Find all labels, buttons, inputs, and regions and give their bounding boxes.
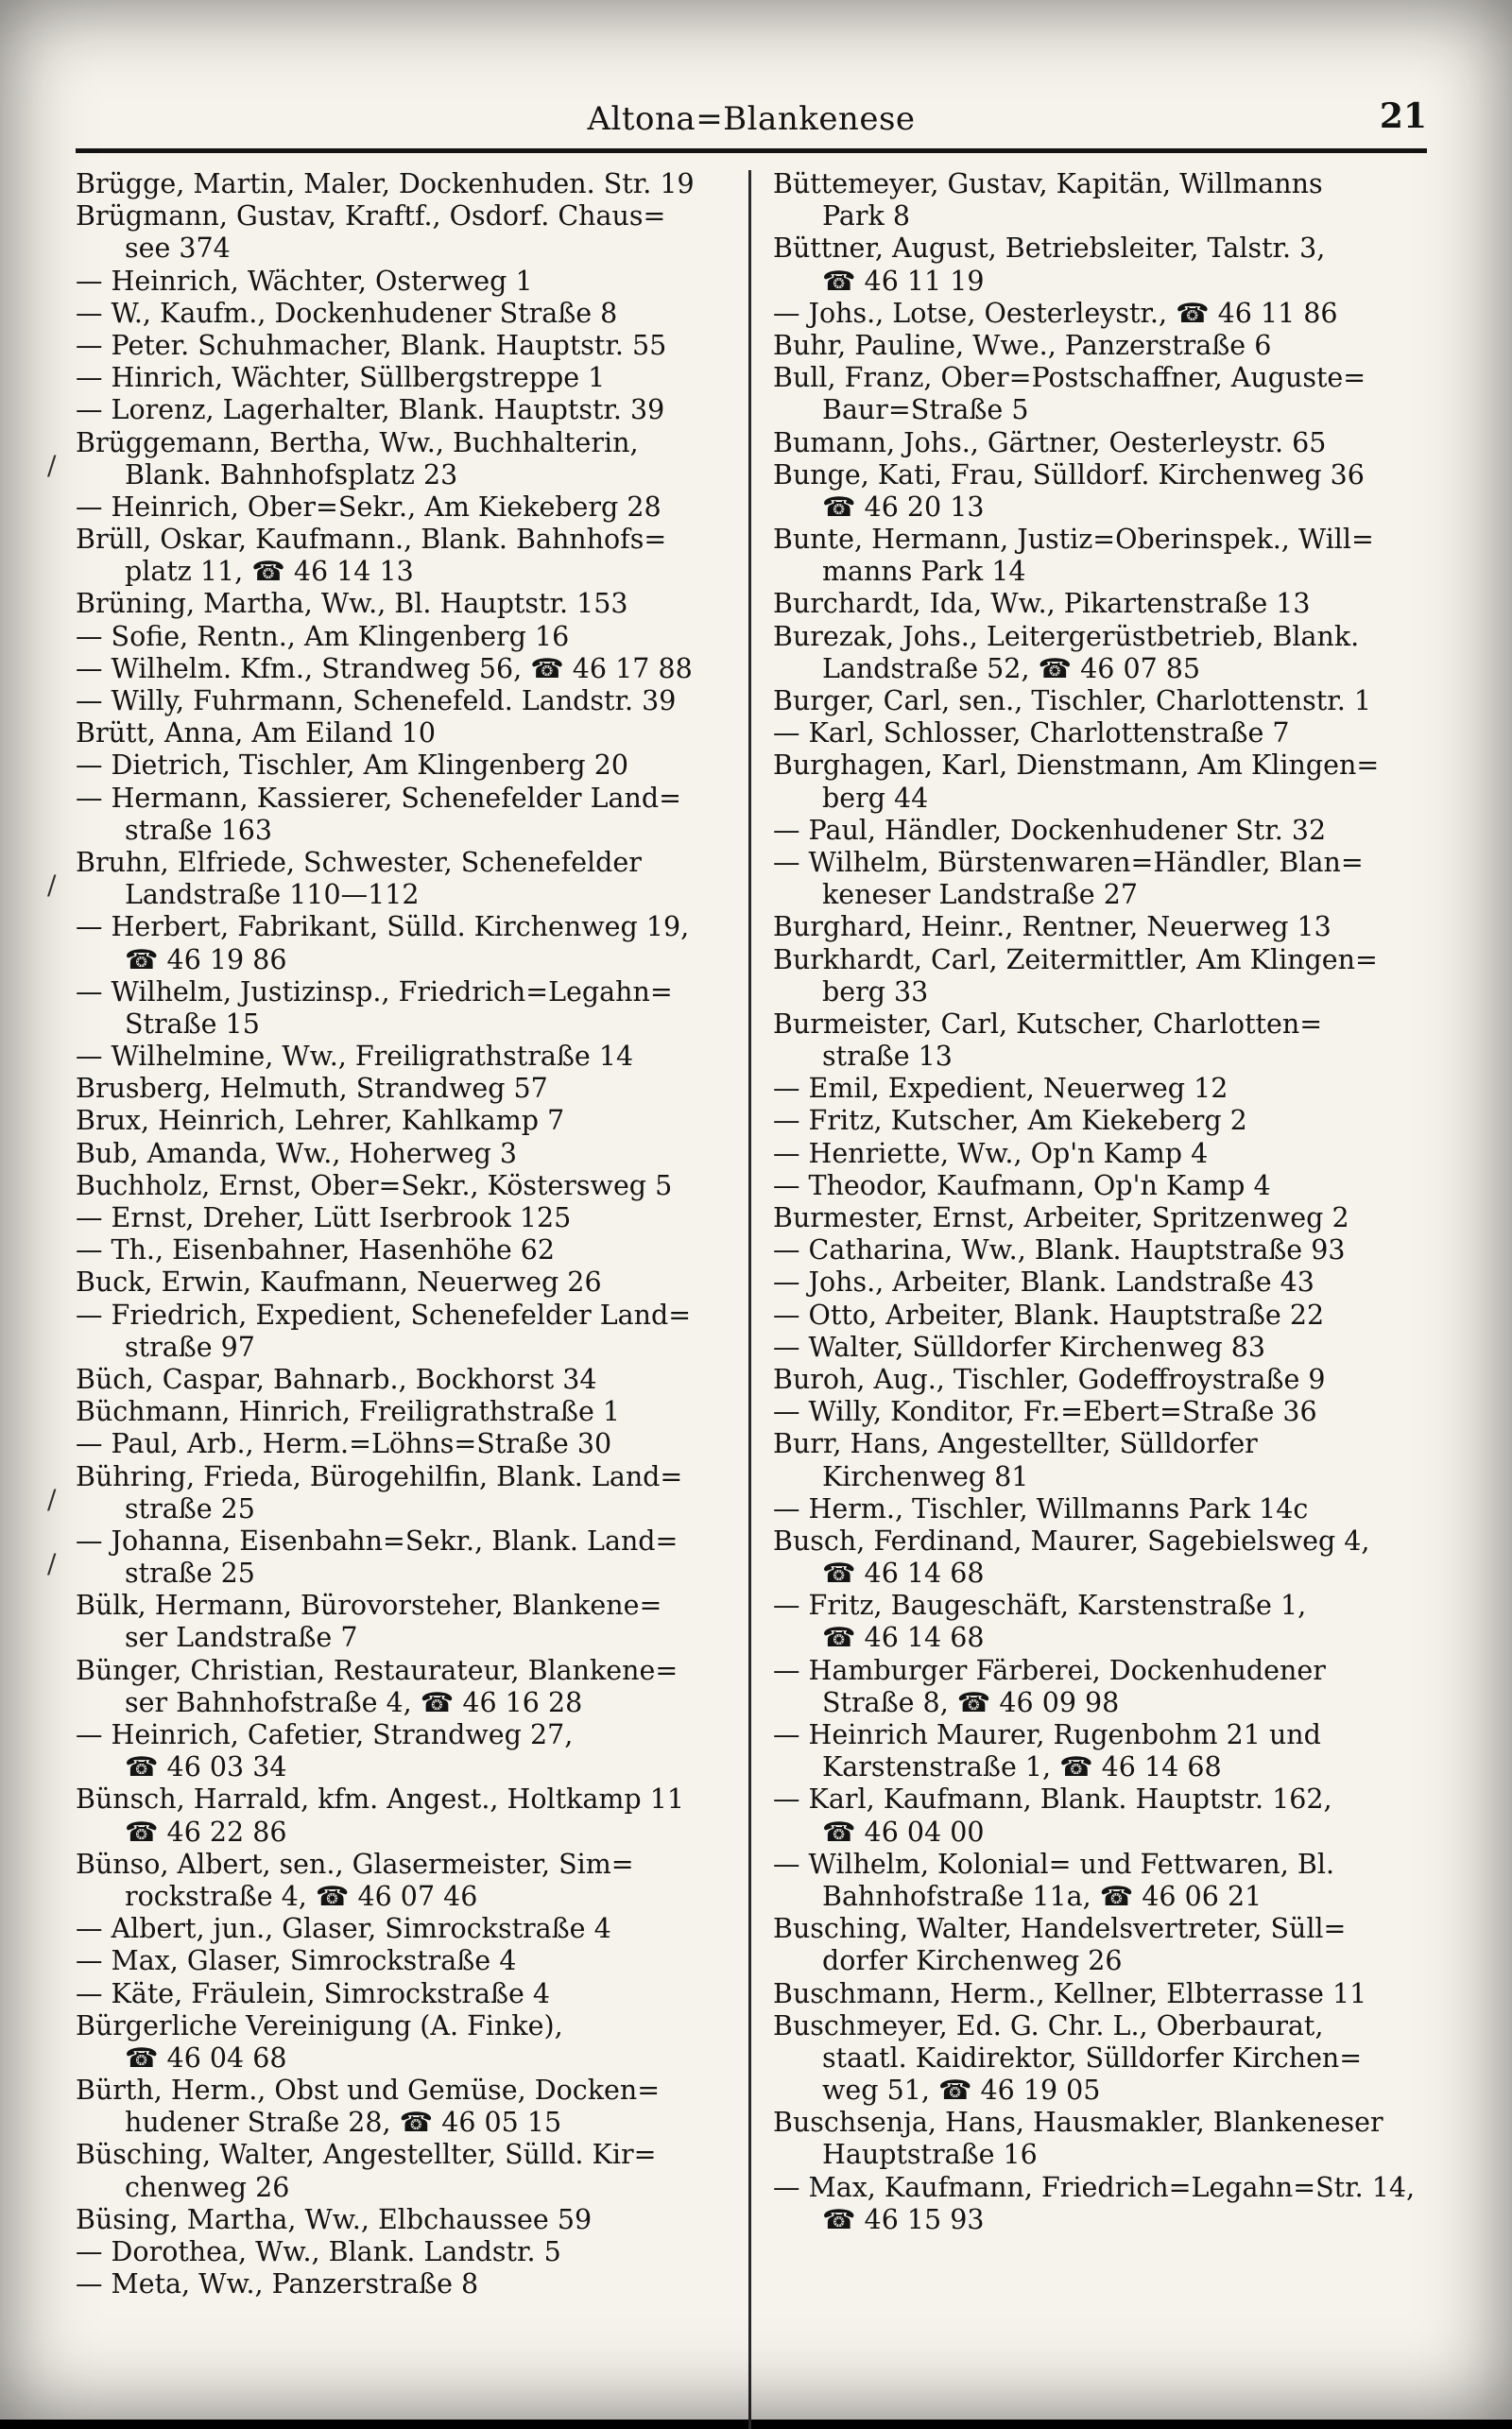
entry-continuation-line	[773, 2204, 1435, 2236]
directory-entry-line	[773, 233, 1435, 265]
directory-entry-line	[76, 588, 737, 620]
entry-text: ☎ 46 03 34	[125, 1751, 287, 1783]
entry-text: Busching, Walter, Handelsvertreter, Süll=	[773, 1913, 1347, 1945]
entry-text: — Peter. Schuhmacher, Blank. Hauptstr. 55	[76, 329, 667, 361]
directory-entry-line	[76, 1234, 737, 1266]
directory-entry-line	[773, 911, 1435, 943]
entry-text: — Heinrich, Ober=Sekr., Am Kiekeberg 28	[76, 491, 662, 523]
entry-text: Buhr, Pauline, Wwe., Panzerstraße 6	[773, 329, 1272, 361]
entry-continuation-line	[76, 2042, 737, 2075]
entry-continuation-line	[773, 266, 1435, 298]
running-title: Altona=Blankenese	[587, 100, 916, 138]
directory-entry-line	[76, 1945, 737, 1977]
entry-text: — Dietrich, Tischler, Am Klingenberg 20	[76, 749, 628, 782]
entry-continuation-line	[773, 1687, 1435, 1719]
column-divider	[748, 170, 751, 2429]
entry-text: — Hermann, Kassierer, Schenefelder Land=	[76, 782, 682, 814]
entry-continuation-line	[76, 1817, 737, 1849]
entry-text: — Lorenz, Lagerhalter, Blank. Hauptstr. 39	[76, 394, 665, 426]
entry-text: — Heinrich Maurer, Rugenbohm 21 und	[773, 1719, 1321, 1750]
directory-entry-line	[773, 621, 1435, 653]
directory-entry-line	[76, 1719, 737, 1751]
entry-continuation-line	[773, 1881, 1435, 1913]
directory-entry-line	[773, 1234, 1435, 1266]
directory-entry-line	[76, 749, 737, 782]
entry-text: rockstraße 4, ☎ 46 07 46	[125, 1880, 478, 1912]
entry-text: Burezak, Johs., Leitergerüstbetrieb, Blank.	[773, 620, 1360, 652]
entry-text: Buroh, Aug., Tischler, Godeffroystraße 9	[773, 1363, 1326, 1395]
directory-entry-line	[773, 588, 1435, 620]
entry-text: ☎ 46 22 86	[125, 1816, 287, 1848]
entry-text: weg 51, ☎ 46 19 05	[822, 2075, 1101, 2107]
directory-entry-line	[773, 847, 1435, 879]
directory-entry-line	[76, 911, 737, 943]
entry-text: — Otto, Arbeiter, Blank. Hauptstraße 22	[773, 1299, 1325, 1331]
left-column	[76, 168, 737, 2300]
directory-entry-line	[76, 491, 737, 524]
entry-text: Büch, Caspar, Bahnarb., Bockhorst 34	[76, 1363, 597, 1395]
entry-continuation-line	[773, 394, 1435, 426]
directory-entry-line	[76, 1590, 737, 1622]
entry-continuation-line	[76, 556, 737, 588]
directory-entry-line	[773, 1008, 1435, 1041]
directory-entry-line	[773, 1266, 1435, 1299]
directory-entry-line	[76, 976, 737, 1008]
entry-text: — Herm., Tischler, Willmanns Park 14c	[773, 1492, 1309, 1525]
entry-text: Büttemeyer, Gustav, Kapitän, Willmanns	[773, 168, 1323, 199]
entry-text: — Henriette, Ww., Op'n Kamp 4	[773, 1137, 1209, 1169]
entry-continuation-line	[76, 233, 737, 265]
entry-text: berg 33	[822, 975, 929, 1008]
directory-entry-line	[76, 1783, 737, 1816]
entry-text: straße 13	[822, 1041, 953, 1073]
directory-entry-line	[773, 1978, 1435, 2010]
entry-text: ☎ 46 14 68	[822, 1558, 985, 1590]
directory-entry-line	[773, 330, 1435, 362]
entry-text: ☎ 46 04 00	[822, 1816, 985, 1848]
entry-text: ☎ 46 15 93	[822, 2203, 985, 2235]
directory-entry-line	[773, 1105, 1435, 1137]
entry-text: Kirchenweg 81	[822, 1460, 1029, 1492]
entry-text: — Herbert, Fabrikant, Sülld. Kirchenweg 19,	[76, 911, 690, 943]
directory-entry-line	[76, 1138, 737, 1170]
directory-entry-line	[773, 298, 1435, 330]
directory-entry-line	[773, 1428, 1435, 1460]
entry-continuation-line	[76, 1687, 737, 1719]
directory-entry-line	[76, 168, 737, 200]
entry-continuation-line	[773, 879, 1435, 911]
entry-text: Straße 8, ☎ 46 09 98	[822, 1686, 1120, 1718]
entry-text: ser Landstraße 7	[125, 1622, 358, 1654]
entry-continuation-line	[773, 2139, 1435, 2171]
entry-text: Bünsch, Harrald, kfm. Angest., Holtkamp 11	[76, 1783, 684, 1816]
directory-entry-line	[76, 427, 737, 459]
directory-entry-line	[773, 1073, 1435, 1105]
entry-text: Straße 15	[125, 1008, 260, 1040]
entry-text: Karstenstraße 1, ☎ 46 14 68	[822, 1751, 1222, 1783]
entry-continuation-line	[773, 1751, 1435, 1783]
entry-text: Brügmann, Gustav, Kraftf., Osdorf. Chaus=	[76, 200, 666, 233]
directory-entry-line	[76, 2236, 737, 2268]
entry-text: — W., Kaufm., Dockenhudener Straße 8	[76, 297, 618, 329]
directory-entry-line	[773, 815, 1435, 847]
entry-text: ☎ 46 14 68	[822, 1622, 985, 1654]
directory-entry-line	[76, 298, 737, 330]
entry-text: Bunge, Kati, Frau, Sülldorf. Kirchenweg 36	[773, 458, 1365, 491]
directory-entry-line	[773, 749, 1435, 782]
entry-text: — Karl, Kaufmann, Blank. Hauptstr. 162,	[773, 1783, 1332, 1816]
entry-text: Bürth, Herm., Obst und Gemüse, Docken=	[76, 2075, 661, 2107]
entry-text: — Willy, Konditor, Fr.=Ebert=Straße 36	[773, 1396, 1317, 1428]
entry-text: Bub, Amanda, Ww., Hoherweg 3	[76, 1137, 518, 1169]
entry-continuation-line	[76, 1751, 737, 1783]
entry-continuation-line	[773, 556, 1435, 588]
entry-text: — Catharina, Ww., Blank. Hauptstraße 93	[773, 1234, 1346, 1266]
entry-continuation-line	[773, 1945, 1435, 1977]
directory-entry-line	[76, 1655, 737, 1687]
entry-text: Bruhn, Elfriede, Schwester, Schenefelder	[76, 846, 642, 878]
entry-continuation-line	[773, 1461, 1435, 1493]
entry-continuation-line	[773, 1558, 1435, 1590]
entry-continuation-line	[773, 491, 1435, 524]
entry-text: ☎ 46 11 19	[822, 265, 985, 297]
entry-text: — Käte, Fräulein, Simrockstraße 4	[76, 1977, 551, 2009]
entry-text: Burchardt, Ida, Ww., Pikartenstraße 13	[773, 588, 1311, 620]
directory-entry-line	[76, 783, 737, 815]
directory-entry-line	[76, 1913, 737, 1945]
entry-text: see 374	[125, 233, 231, 265]
entry-text: dorfer Kirchenweg 26	[822, 1945, 1123, 1977]
entry-text: Park 8	[822, 200, 910, 233]
entry-continuation-line	[773, 2075, 1435, 2107]
entry-text: — Paul, Arb., Herm.=Löhns=Straße 30	[76, 1428, 612, 1460]
entry-text: — Th., Eisenbahner, Hasenhöhe 62	[76, 1234, 556, 1266]
directory-entry-line	[773, 459, 1435, 491]
directory-entry-line	[76, 1461, 737, 1493]
entry-text: Büchmann, Hinrich, Freiligrathstraße 1	[76, 1396, 621, 1428]
entry-text: Büttner, August, Betriebsleiter, Talstr. 3,	[773, 233, 1326, 265]
directory-entry-line	[76, 685, 737, 717]
entry-continuation-line	[76, 815, 737, 847]
directory-entry-line	[76, 1300, 737, 1332]
entry-text: ☎ 46 19 86	[125, 943, 287, 975]
entry-text: Brügge, Martin, Maler, Dockenhuden. Str. 19	[76, 168, 695, 199]
entry-text: — Albert, jun., Glaser, Simrockstraße 4	[76, 1913, 611, 1945]
directory-entry-line	[76, 1073, 737, 1105]
directory-entry-line	[76, 1170, 737, 1202]
directory-entry-line	[76, 653, 737, 685]
entry-text: Burkhardt, Carl, Zeitermittler, Am Klingen=	[773, 943, 1378, 975]
directory-entry-line	[76, 330, 737, 362]
entry-text: Burger, Carl, sen., Tischler, Charlottenstr. 1	[773, 685, 1371, 716]
entry-text: ☎ 46 20 13	[822, 491, 985, 523]
directory-entry-line	[76, 1525, 737, 1558]
directory-entry-line	[76, 394, 737, 426]
entry-text: — Johs., Arbeiter, Blank. Landstraße 43	[773, 1266, 1314, 1299]
directory-entry-line	[76, 1105, 737, 1137]
entry-text: — Hinrich, Wächter, Süllbergstreppe 1	[76, 362, 606, 394]
directory-entry-line	[773, 717, 1435, 749]
entry-continuation-line	[76, 1332, 737, 1364]
entry-text: platz 11, ☎ 46 14 13	[125, 556, 414, 588]
entry-text: straße 97	[125, 1331, 255, 1363]
directory-entry-line	[773, 524, 1435, 556]
entry-text: Landstraße 110—112	[125, 879, 420, 911]
entry-text: Burmeister, Carl, Kutscher, Charlotten=	[773, 1008, 1323, 1040]
entry-continuation-line	[773, 783, 1435, 815]
directory-entry-line	[773, 2010, 1435, 2042]
entry-text: Bünger, Christian, Restaurateur, Blankene=	[76, 1654, 679, 1686]
entry-continuation-line	[773, 1817, 1435, 1849]
directory-entry-line	[76, 266, 737, 298]
entry-text: Büsching, Walter, Angestellter, Sülld. Kir=	[76, 2139, 657, 2171]
entry-text: straße 163	[125, 814, 273, 846]
entry-text: — Wilhelm, Kolonial= und Fettwaren, Bl.	[773, 1848, 1335, 1880]
entry-continuation-line	[76, 879, 737, 911]
entry-text: Bürgerliche Vereinigung (A. Finke),	[76, 2009, 563, 2041]
directory-entry-line	[76, 1041, 737, 1073]
entry-text: Brüning, Martha, Ww., Bl. Hauptstr. 153	[76, 588, 628, 620]
entry-text: — Emil, Expedient, Neuerweg 12	[773, 1073, 1228, 1105]
directory-entry-line	[773, 1332, 1435, 1364]
entry-text: ☎ 46 04 68	[125, 2041, 287, 2074]
entry-text: Blank. Bahnhofsplatz 23	[125, 458, 458, 491]
entry-text: Busch, Ferdinand, Maurer, Sagebielsweg 4,	[773, 1525, 1370, 1557]
entry-text: Buschsenja, Hans, Hausmakler, Blankeneser	[773, 2107, 1383, 2139]
entry-continuation-line	[773, 200, 1435, 233]
entry-text: Hauptstraße 16	[822, 2139, 1038, 2171]
entry-text: Bumann, Johs., Gärtner, Oesterleystr. 65	[773, 426, 1327, 458]
directory-entry-line	[773, 1719, 1435, 1751]
entry-text: — Max, Kaufmann, Friedrich=Legahn=Str. 14,	[773, 2171, 1416, 2203]
entry-text: Brusberg, Helmuth, Strandweg 57	[76, 1073, 548, 1105]
entry-text: berg 44	[822, 782, 929, 814]
entry-continuation-line	[76, 1881, 737, 1913]
entry-text: straße 25	[125, 1558, 255, 1590]
directory-entry-line	[76, 1849, 737, 1881]
directory-entry-line	[773, 685, 1435, 717]
entry-text: — Theodor, Kaufmann, Op'n Kamp 4	[773, 1169, 1271, 1201]
directory-entry-line	[76, 1202, 737, 1234]
entry-text: Bühring, Frieda, Bürogehilfin, Blank. Land=	[76, 1460, 683, 1492]
entry-text: — Sofie, Rentn., Am Klingenberg 16	[76, 620, 570, 652]
header-rule	[76, 148, 1427, 153]
directory-entry-line	[76, 200, 737, 233]
entry-continuation-line	[76, 459, 737, 491]
entry-text: Brux, Heinrich, Lehrer, Kahlkamp 7	[76, 1105, 565, 1137]
entry-text: — Walter, Sülldorfer Kirchenweg 83	[773, 1331, 1266, 1363]
directory-entry-line	[76, 1364, 737, 1396]
directory-entry-line	[773, 362, 1435, 394]
directory-entry-line	[773, 1493, 1435, 1525]
entry-text: — Hamburger Färberei, Dockenhudener	[773, 1654, 1326, 1686]
directory-entry-line	[76, 524, 737, 556]
directory-entry-line	[76, 1396, 737, 1428]
directory-entry-line	[773, 2172, 1435, 2204]
directory-entry-line	[76, 2204, 737, 2236]
directory-entry-line	[76, 717, 737, 749]
directory-entry-line	[76, 621, 737, 653]
directory-entry-line	[76, 362, 737, 394]
page-header	[76, 95, 1427, 151]
entry-text: manns Park 14	[822, 556, 1026, 588]
directory-entry-line	[773, 1525, 1435, 1558]
entry-text: Baur=Straße 5	[822, 394, 1029, 426]
entry-text: — Wilhelm, Bürstenwaren=Händler, Blan=	[773, 846, 1364, 878]
right-column	[773, 168, 1435, 2236]
directory-entry-line	[773, 1170, 1435, 1202]
entry-text: staatl. Kaidirektor, Sülldorfer Kirchen=	[822, 2041, 1363, 2074]
entry-text: Brütt, Anna, Am Eiland 10	[76, 717, 436, 749]
entry-text: hudener Straße 28, ☎ 46 05 15	[125, 2107, 562, 2139]
entry-text: Burghagen, Karl, Dienstmann, Am Klingen=	[773, 749, 1380, 782]
entry-text: Brüggemann, Bertha, Ww., Buchhalterin,	[76, 426, 639, 458]
directory-entry-line	[76, 2268, 737, 2300]
directory-entry-line	[773, 1300, 1435, 1332]
directory-entry-line	[76, 2139, 737, 2171]
entry-text: — Heinrich, Wächter, Osterweg 1	[76, 265, 533, 297]
entry-text: Buck, Erwin, Kaufmann, Neuerweg 26	[76, 1266, 602, 1299]
entry-continuation-line	[773, 976, 1435, 1008]
directory-entry-line	[773, 1138, 1435, 1170]
entry-continuation-line	[773, 1622, 1435, 1654]
entry-text: — Friedrich, Expedient, Schenefelder Land=	[76, 1299, 692, 1331]
directory-entry-line	[76, 1978, 737, 2010]
entry-continuation-line	[76, 1622, 737, 1654]
entry-text: — Dorothea, Ww., Blank. Landstr. 5	[76, 2236, 561, 2267]
entry-continuation-line	[76, 2107, 737, 2139]
page-number: 21	[1379, 96, 1427, 136]
entry-text: — Johs., Lotse, Oesterleystr., ☎ 46 11 86	[773, 297, 1338, 329]
entry-text: Büsing, Martha, Ww., Elbchaussee 59	[76, 2203, 593, 2235]
entry-text: — Wilhelm, Justizinsp., Friedrich=Legahn=	[76, 975, 673, 1008]
entry-text: Bünso, Albert, sen., Glasermeister, Sim=	[76, 1848, 634, 1880]
entry-continuation-line	[76, 1008, 737, 1041]
entry-text: — Paul, Händler, Dockenhudener Str. 32	[773, 814, 1327, 846]
directory-entry-line	[773, 168, 1435, 200]
directory-entry-line	[773, 1913, 1435, 1945]
directory-entry-line	[773, 1783, 1435, 1816]
directory-entry-line	[76, 1266, 737, 1299]
entry-text: straße 25	[125, 1492, 255, 1525]
entry-text: — Ernst, Dreher, Lütt Iserbrook 125	[76, 1202, 572, 1233]
directory-entry-line	[773, 427, 1435, 459]
directory-entry-line	[773, 1849, 1435, 1881]
directory-entry-line	[773, 944, 1435, 976]
entry-text: — Fritz, Kutscher, Am Kiekeberg 2	[773, 1105, 1247, 1137]
entry-text: Burmester, Ernst, Arbeiter, Spritzenweg 2	[773, 1202, 1349, 1233]
entry-text: — Willy, Fuhrmann, Schenefeld. Landstr. 39	[76, 685, 677, 716]
directory-entry-line	[773, 1590, 1435, 1622]
entry-continuation-line	[773, 2042, 1435, 2075]
entry-text: Bülk, Hermann, Bürovorsteher, Blankene=	[76, 1590, 662, 1622]
directory-entry-line	[76, 1428, 737, 1460]
directory-entry-line	[773, 1655, 1435, 1687]
directory-entry-line	[773, 1202, 1435, 1234]
entry-text: Buchholz, Ernst, Ober=Sekr., Köstersweg 5	[76, 1169, 673, 1201]
entry-text: Buschmann, Herm., Kellner, Elbterrasse 11	[773, 1977, 1367, 2009]
entry-text: Landstraße 52, ☎ 46 07 85	[822, 652, 1201, 684]
entry-continuation-line	[76, 1493, 737, 1525]
entry-text: — Karl, Schlosser, Charlottenstraße 7	[773, 717, 1290, 749]
entry-text: — Wilhelmine, Ww., Freiligrathstraße 14	[76, 1041, 634, 1073]
entry-text: Brüll, Oskar, Kaufmann., Blank. Bahnhofs=	[76, 524, 667, 556]
entry-text: — Meta, Ww., Panzerstraße 8	[76, 2268, 479, 2300]
entry-continuation-line	[76, 1558, 737, 1590]
directory-entry-line	[76, 847, 737, 879]
entry-continuation-line	[773, 1041, 1435, 1073]
entry-text: — Fritz, Baugeschäft, Karstenstraße 1,	[773, 1590, 1307, 1622]
entry-text: — Max, Glaser, Simrockstraße 4	[76, 1945, 517, 1977]
entry-text: — Johanna, Eisenbahn=Sekr., Blank. Land=	[76, 1525, 679, 1557]
directory-entry-line	[76, 2010, 737, 2042]
directory-entry-line	[773, 1364, 1435, 1396]
entry-text: — Heinrich, Cafetier, Strandweg 27,	[76, 1719, 574, 1750]
entry-continuation-line	[76, 2172, 737, 2204]
entry-text: ser Bahnhofstraße 4, ☎ 46 16 28	[125, 1686, 583, 1718]
entry-text: Bahnhofstraße 11a, ☎ 46 06 21	[822, 1880, 1263, 1912]
entry-text: — Wilhelm. Kfm., Strandweg 56, ☎ 46 17 88	[76, 652, 693, 684]
entry-text: Buschmeyer, Ed. G. Chr. L., Oberbaurat,	[773, 2009, 1324, 2041]
entry-text: Burghard, Heinr., Rentner, Neuerweg 13	[773, 911, 1332, 943]
entry-text: Burr, Hans, Angestellter, Sülldorfer	[773, 1428, 1258, 1460]
entry-continuation-line	[76, 944, 737, 976]
entry-text: chenweg 26	[125, 2171, 290, 2203]
directory-entry-line	[773, 2107, 1435, 2139]
directory-entry-line	[773, 1396, 1435, 1428]
entry-text: Bull, Franz, Ober=Postschaffner, Auguste=	[773, 362, 1366, 394]
directory-entry-line	[76, 2075, 737, 2107]
entry-text: keneser Landstraße 27	[822, 879, 1138, 911]
entry-text: Bunte, Hermann, Justiz=Oberinspek., Will=	[773, 524, 1374, 556]
entry-continuation-line	[773, 653, 1435, 685]
